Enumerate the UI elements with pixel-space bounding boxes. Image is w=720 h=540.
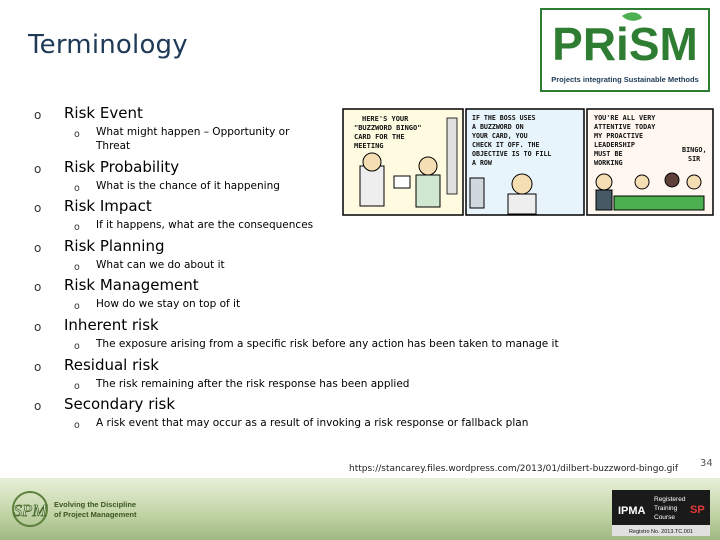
bullet-icon: o [34, 360, 42, 374]
bingo-card [394, 176, 410, 188]
ipma-label: IPMA [618, 505, 646, 517]
sub-bullet-icon: o [74, 222, 80, 233]
term-label: Risk Probability [64, 158, 180, 176]
term-label: Inherent risk [64, 316, 159, 334]
term-description: A risk event that may occur as a result of invoking a risk response or fallback plan [96, 417, 529, 429]
term-description: If it happens, what are the consequences [96, 219, 314, 231]
page-number: 34 [700, 458, 713, 469]
speech-line: A BUZZWORD ON [472, 123, 524, 131]
speech-line: "BUZZWORD BINGO" [354, 124, 422, 132]
term-description: The exposure arising from a specific risk before any action has been taken to manage it [96, 338, 559, 350]
term-label: Risk Planning [64, 237, 165, 255]
bullet-icon: o [34, 320, 42, 334]
speech-line: BINGO, [682, 146, 707, 154]
speech-line: CHECK IT OFF. THE [472, 141, 540, 149]
speech-line: ATTENTIVE TODAY [594, 123, 656, 131]
dilbert-figure [360, 166, 384, 206]
comic-panel-2 [466, 109, 584, 215]
sub-bullet-icon: o [74, 341, 80, 352]
speech-line: MUST BE [594, 150, 623, 158]
speech-line: MEETING [354, 142, 384, 150]
term-label: Secondary risk [64, 395, 176, 413]
speech-line: A ROW [472, 159, 492, 167]
speech-line: OBJECTIVE IS TO FILL [472, 150, 552, 158]
bullet-icon: o [34, 241, 42, 255]
term-description: What can we do about it [96, 259, 225, 271]
badge-line: Training [654, 505, 678, 512]
speech-line: LEADERSHIP [594, 141, 635, 149]
prism-tagline: Projects integrating Sustainable Methods [551, 75, 699, 84]
term-description [96, 126, 289, 153]
spm-logo [8, 486, 148, 532]
spm-tagline-line: of Project Management [54, 510, 137, 519]
boss-figure [596, 174, 612, 190]
spm-logo-text: SPM [13, 501, 47, 520]
bullet-icon: o [34, 162, 42, 176]
term-description-line: What might happen – Opportunity or [96, 126, 290, 138]
bullet-icon: o [34, 201, 42, 215]
speech-line: CARD FOR THE [354, 133, 405, 141]
slide-title: Terminology [28, 30, 188, 60]
badge-number: Registro No. 2013.TC.001 [629, 529, 693, 535]
spm-tagline-line: Evolving the Discipline [54, 500, 137, 509]
term-label: Risk Event [64, 104, 143, 122]
sub-bullet-icon: o [74, 262, 80, 273]
sub-bullet-icon: o [74, 381, 80, 392]
badge-line: Course [654, 514, 675, 521]
bullet-icon: o [34, 108, 42, 122]
dilbert-figure [512, 174, 532, 194]
term-description: What is the chance of it happening [96, 180, 280, 192]
bullet-icon: o [34, 399, 42, 413]
meeting-table [614, 196, 704, 210]
sub-bullet-icon: o [74, 301, 80, 312]
dilbert-comic [342, 108, 714, 216]
sub-bullet-icon: o [74, 420, 80, 431]
speech-line: IF THE BOSS USES [472, 114, 536, 122]
speech-line: YOU'RE ALL VERY [594, 114, 656, 122]
term-description: The risk remaining after the risk response has been applied [96, 378, 410, 390]
speech-line: WORKING [594, 159, 623, 167]
comic-panel-3 [587, 109, 713, 215]
sub-bullet-icon: o [74, 183, 80, 194]
image-source-url[interactable]: https://stancarey.files.wordpress.com/2013/01/dilbert-buzzword-bingo.gif [349, 464, 679, 474]
speech-line: MY PROACTIVE [594, 132, 644, 140]
term-description: How do we stay on top of it [96, 298, 241, 310]
badge-line: Registered [654, 496, 686, 503]
speech-line: HERE'S YOUR [362, 115, 409, 123]
term-description-line: Threat [96, 139, 131, 152]
term-label: Residual risk [64, 356, 159, 374]
bullet-icon: o [34, 280, 42, 294]
comic-panel-1 [343, 109, 463, 215]
prism-logo [540, 8, 710, 92]
badge-mark: SP [690, 504, 705, 516]
prism-logo-text: PRiSM [552, 18, 698, 70]
term-label: Risk Impact [64, 197, 152, 215]
speech-line: SIR [688, 155, 701, 163]
speech-line: YOUR CARD, YOU [472, 132, 528, 140]
ipma-registered-course-badge [612, 490, 710, 536]
coworker-figure [419, 157, 437, 175]
term-label: Risk Management [64, 276, 199, 294]
sub-bullet-icon: o [74, 129, 80, 140]
